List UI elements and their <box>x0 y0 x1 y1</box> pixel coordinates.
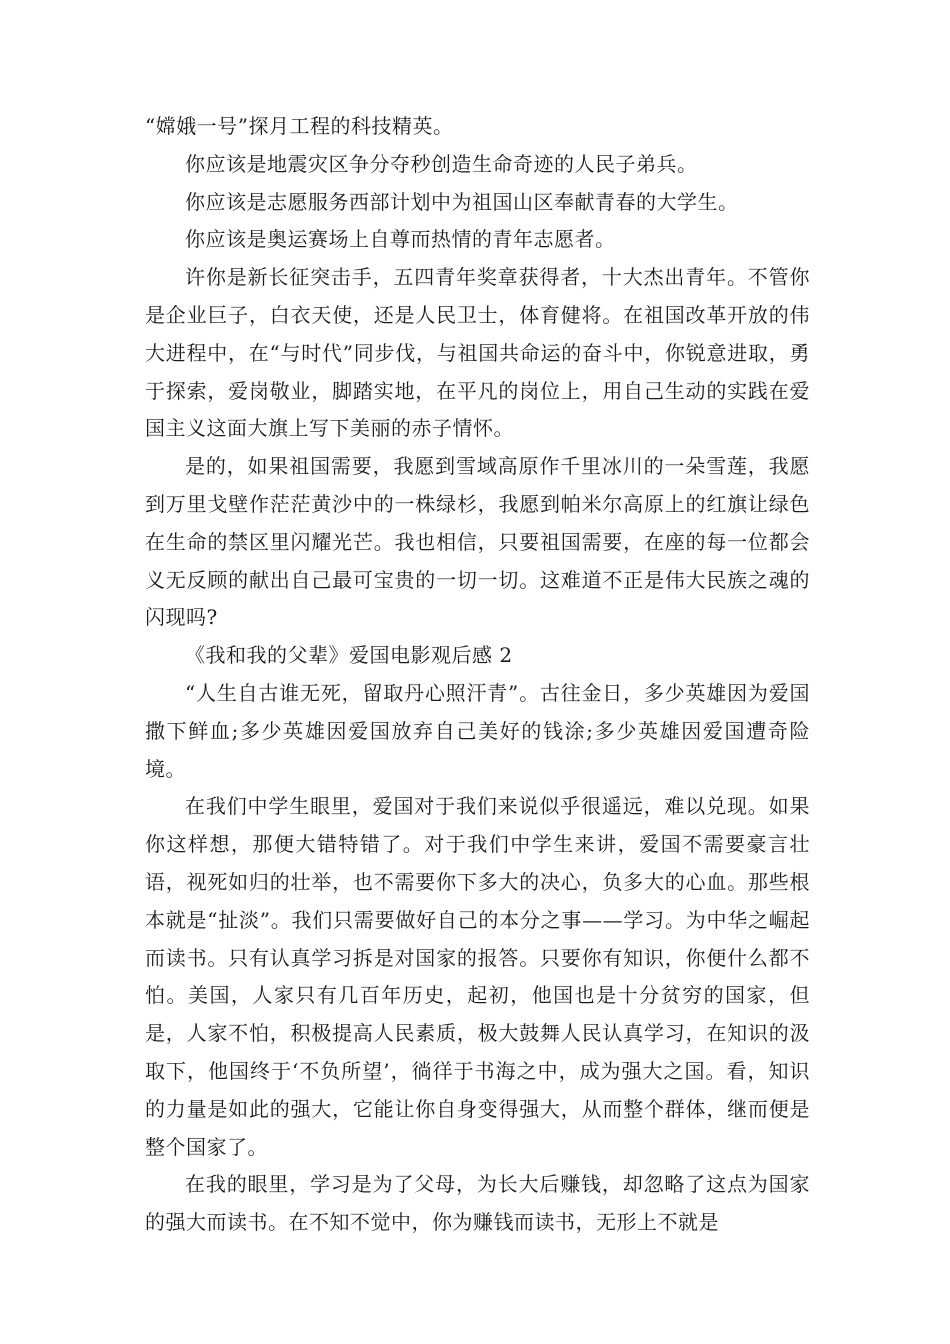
document-body <box>145 108 810 1242</box>
paragraph-4: 你应该是奥运赛场上自尊而热情的青年志愿者。 <box>185 227 616 252</box>
paragraph-7: “人生自古谁无死，留取丹心照汗青”。古往金日，多少英雄因为爱国撒下鲜血;多少英雄因爱国放弃自己美好的钱涂;多少英雄因爱国遭奇险境。 <box>145 680 810 781</box>
paragraph-5: 许你是新长征突击手，五四青年奖章获得者，十大杰出青年。不管你是企业巨子，白衣天使，还是人民卫士，体育健将。在祖国改革开放的伟大进程中，在“与时代”同步伐，与祖国共命运的奋斗中，你锐意进取，勇于探索，爱岗敬业，脚踏实地，在平凡的岗位上，用自己生动的实践在爱国主义这面大旗上写下美丽的赤子情怀。 <box>145 265 810 441</box>
section-heading: 《我和我的父辈》爱国电影观后感 2 <box>185 643 513 668</box>
paragraph-2: 你应该是地震灾区争分夺秒创造生命奇迹的人民子弟兵。 <box>185 151 698 176</box>
paragraph-6: 是的，如果祖国需要，我愿到雪域高原作千里冰川的一朵雪莲，我愿到万里戈壁作茫茫黄沙中的一株绿杉，我愿到帕米尔高原上的红旗让绿色在生命的禁区里闪耀光芒。我也相信，只要祖国需要，在座的每一位都会义无反顾的献出自己最可宝贵的一切一切。这难道不正是伟大民族之魂的闪现吗? <box>145 454 810 630</box>
paragraph-1: “嫦娥一号”探月工程的科技精英。 <box>145 114 454 138</box>
paragraph-9: 在我的眼里，学习是为了父母，为长大后赚钱，却忽略了这点为国家的强大而读书。在不知不觉中，你为赚钱而读书，无形上不就是 <box>145 1172 810 1235</box>
paragraph-3: 你应该是志愿服务西部计划中为祖国山区奉献青春的大学生。 <box>185 189 739 214</box>
paragraph-8: 在我们中学生眼里，爱国对于我们来说似乎很遥远，难以兑现。如果你这样想，那便大错特错了。对于我们中学生来讲，爱国不需要豪言壮语，视死如归的壮举，也不需要你下多大的决心，负多大的心血。那些根本就是“扯淡”。我们只需要做好自己的本分之事——学习。为中华之崛起而读书。只有认真学习拆是对国家的报答。只要你有知识，你便什么都不怕。美国，人家只有几百年历史，起初，他国也是十分贫穷的国家，但是，人家不怕，积极提高人民素质，极大鼓舞人民认真学习，在知识的汲取下，他国终于‘不负所望’，徜徉于书海之中，成为强大之国。看，知识的力量是如此的强大，它能让你自身变得强大，从而整个群体，继而便是整个国家了。 <box>145 794 810 1159</box>
